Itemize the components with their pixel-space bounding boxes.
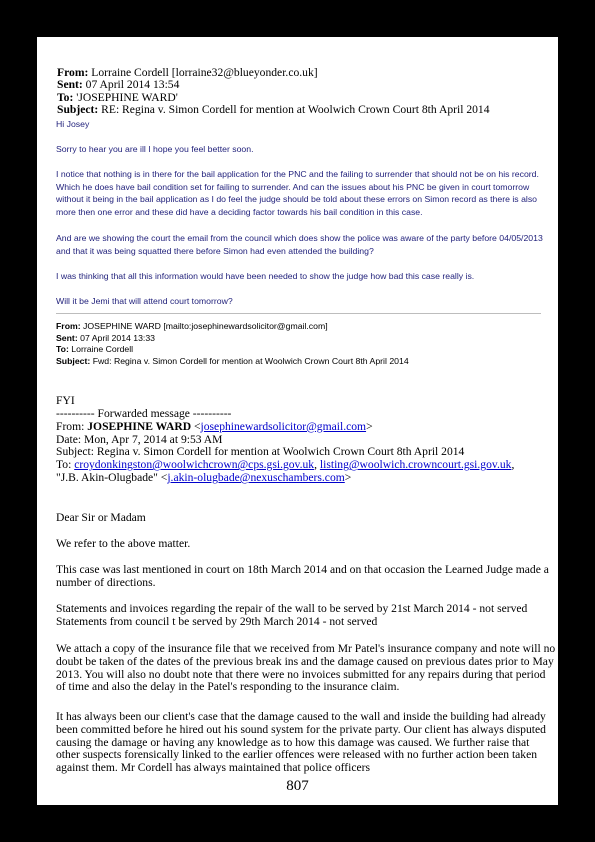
forward-to: To: croydonkingston@woolwichcrown@cps.gsi.gov.uk, listing@woolwich.crowncourt.gsi.gov.uk, bbox=[56, 458, 515, 472]
email-link[interactable]: josephinewardsolicitor@gmail.com bbox=[200, 419, 367, 433]
salutation: Dear Sir or Madam bbox=[56, 511, 146, 524]
reply-sent: Sent: 07 April 2014 13:54 bbox=[57, 78, 180, 92]
fwd-sent: Sent: 07 April 2014 13:33 bbox=[56, 332, 156, 343]
reply-to: To: 'JOSEPHINE WARD' bbox=[57, 90, 178, 104]
forward-cc: "J.B. Akin-Olugbade" <j.akin-olugbade@nexuschambers.com> bbox=[56, 470, 352, 484]
reply-paragraph: Will it be Jemi that will attend court tomorrow? bbox=[56, 296, 233, 306]
forward-from: From: JOSEPHINE WARD <josephinewardsolicitor@gmail.com> bbox=[56, 419, 373, 433]
letter-paragraph: We refer to the above matter. bbox=[56, 537, 191, 550]
letter-paragraph: Statements and invoices regarding the repair of the wall to be served by 21st March 2014 - not served Statements from council t be served by 29th March 2014 - not served bbox=[56, 602, 528, 628]
document-page bbox=[37, 37, 558, 805]
page-number: 807 bbox=[286, 778, 309, 794]
forward-divider: ---------- Forwarded message ---------- bbox=[56, 407, 232, 420]
reply-paragraph: I notice that nothing is in there for the bail application for the PNC and the failing to surrender that should not be on his record. Which he does have bail condition set for failing to surrender. And can the issues about his PNC be given in court tomorrow without it being in the bail application as I do feel the judge should be told about these errors on Simon record as there is also more then one error and these did have a deciding factor towards his bail condition in this case. bbox=[56, 169, 539, 217]
fyi-text: FYI bbox=[56, 394, 75, 407]
email-link[interactable]: croydonkingston@woolwichcrown@cps.gsi.gov.uk bbox=[74, 458, 315, 472]
fwd-subject: Subject: Fwd: Regina v. Simon Cordell for mention at Woolwich Crown Court 8th April 2014 bbox=[56, 355, 409, 366]
reply-header bbox=[57, 67, 552, 117]
letter-paragraph: We attach a copy of the insurance file that we received from Mr Patel's insurance company and note will no doubt be taken of the dates of the previous break ins and the damage caused on previous dates prior to May 2013. You will also no doubt note that there were no invoices submitted for any repairs during that period of time and also the delay in the Patel's responding to the insurance claim. bbox=[56, 642, 556, 694]
reply-paragraph: And are we showing the court the email from the council which does show the police was aware of the party before 04/05/2013 and that it was being squatted there before Simon had even attended the building? bbox=[56, 233, 543, 256]
reply-from: From: Lorraine Cordell [lorraine32@blueyonder.co.uk] bbox=[57, 66, 318, 79]
reply-paragraph: Sorry to hear you are ill I hope you feel better soon. bbox=[56, 144, 254, 154]
fwd-from: From: JOSEPHINE WARD [mailto:josephinewardsolicitor@gmail.com] bbox=[56, 321, 328, 331]
reply-paragraph: I was thinking that all this information would have been needed to show the judge how bad this case really is. bbox=[56, 271, 475, 281]
email-link[interactable]: listing@woolwich.crowncourt.gsi.gov.uk bbox=[319, 458, 512, 472]
letter-paragraph: It has always been our client's case that the damage caused to the wall and inside the building had already been committed before he hired out his sound system for the private party. Our client has always disputed causing the damage or having any knowledge as to how this damage was caused. We further raise that other suspects forensically linked to the earlier offences were released with no further action been taken against them. Mr Cordell has always maintained that police officers bbox=[56, 710, 546, 775]
fwd-to: To: Lorraine Cordell bbox=[56, 344, 134, 354]
reply-subject: Subject: RE: Regina v. Simon Cordell for mention at Woolwich Crown Court 8th April 2014 bbox=[57, 103, 490, 117]
separator-line bbox=[56, 313, 541, 314]
letter-paragraph: This case was last mentioned in court on 18th March 2014 and on that occasion the Learned Judge made a number of directions. bbox=[56, 563, 549, 589]
email-link[interactable]: j.akin-olugbade@nexuschambers.com bbox=[167, 470, 345, 484]
forward-block bbox=[56, 408, 556, 485]
forward-subject: Subject: Regina v. Simon Cordell for mention at Woolwich Crown Court 8th April 2014 bbox=[56, 445, 465, 459]
reply-greeting: Hi Josey bbox=[56, 119, 90, 129]
forward-header bbox=[56, 321, 551, 367]
forward-date: Date: Mon, Apr 7, 2014 at 9:53 AM bbox=[56, 432, 223, 446]
